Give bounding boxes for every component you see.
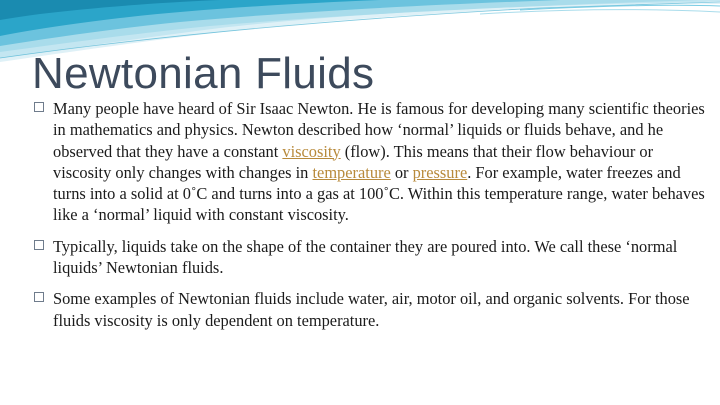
temperature-link[interactable]: temperature — [312, 162, 391, 182]
bullet-item-container-shape — [34, 236, 706, 279]
bullet-text: Some examples of Newtonian fluids include water, air, motor oil, and organic solvents. For those fluids viscosity is only dependent on temperature. — [53, 289, 690, 330]
bullet-text — [53, 99, 705, 224]
bullet-list — [34, 98, 706, 341]
bullet-item-examples — [34, 288, 706, 331]
pressure-link[interactable]: pressure — [412, 162, 468, 182]
text-run: Many people have heard of Sir Isaac Newton. He is famous for developing many scientific theories in mathematics and physics. Newton described how ‘normal’ liquids or fluids behave, and he observed that they have a constant — [53, 99, 705, 161]
hollow-square-bullet-icon — [34, 102, 44, 112]
hollow-square-bullet-icon — [34, 292, 44, 302]
slide-title: Newtonian Fluids — [32, 49, 375, 98]
text-run: (flow). This means that their flow behaviour or viscosity only changes with changes in — [53, 141, 654, 182]
hollow-square-bullet-icon — [34, 240, 44, 250]
bullet-item-newton — [34, 98, 706, 226]
text-run: or — [390, 162, 413, 182]
viscosity-link[interactable]: viscosity — [282, 141, 341, 161]
bullet-text: Typically, liquids take on the shape of the container they are poured into. We call these ‘normal liquids’ Newtonian fluids. — [53, 236, 678, 278]
text-run: . For example, water freezes and turns into a solid at 0˚C and turns into a gas at 100˚C. Within this temperature range, water behaves like a ‘normal’ liquid with constant viscosity. — [53, 162, 705, 225]
